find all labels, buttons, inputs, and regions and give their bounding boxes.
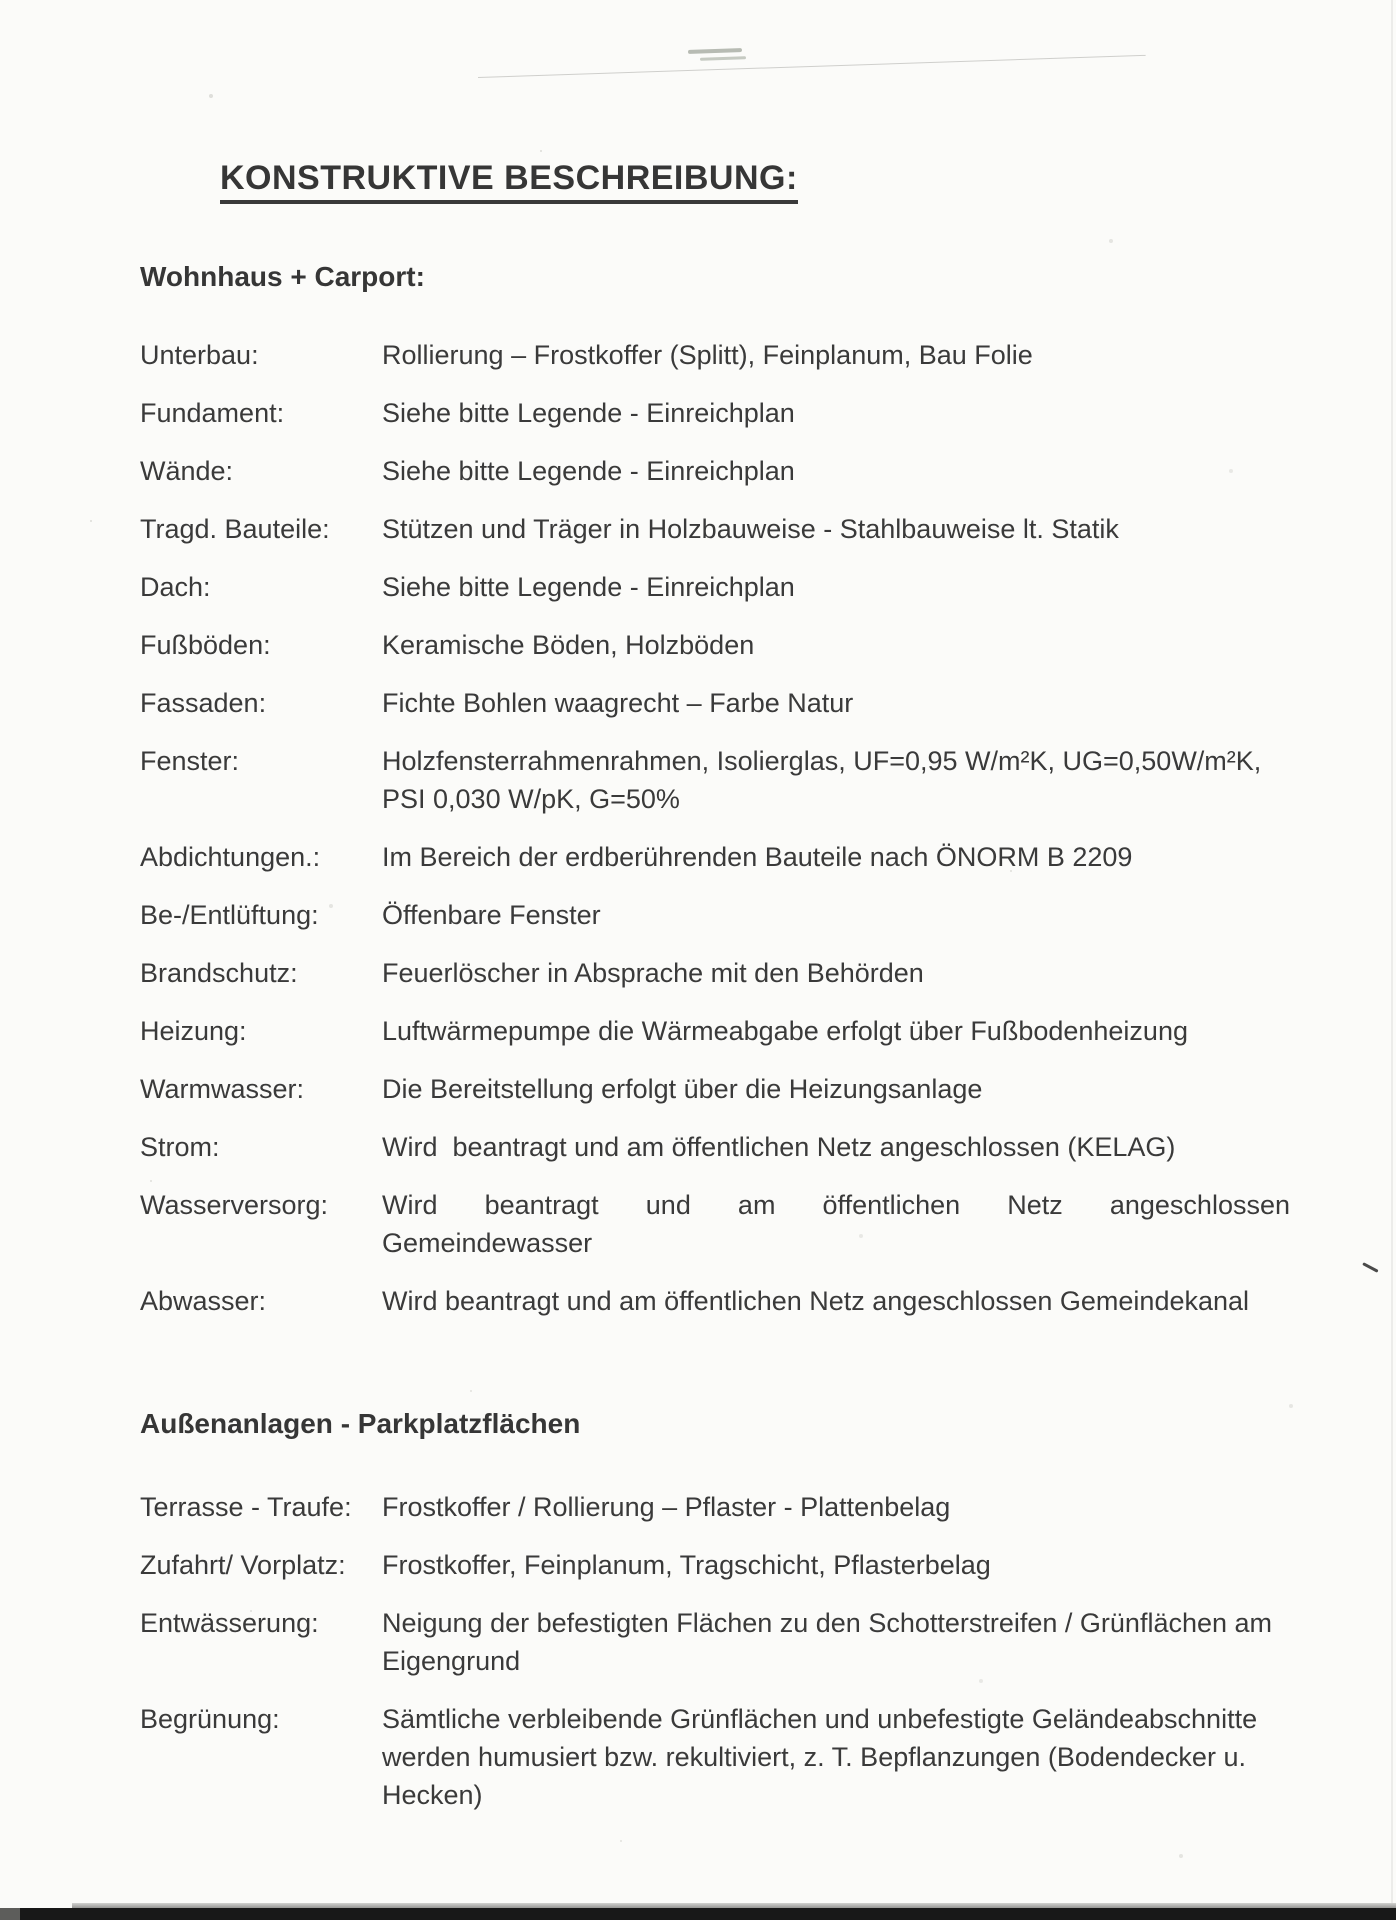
spec-value: [382, 1488, 1290, 1526]
rows: [140, 1488, 1290, 1814]
spec-label: Strom:: [140, 1132, 220, 1162]
spec-label: Entwässerung:: [140, 1608, 319, 1638]
spec-label: Wände:: [140, 456, 234, 486]
spec-row: [140, 954, 1290, 992]
paper-noise-speckles: [0, 0, 2, 2]
spec-value: [382, 684, 1290, 722]
spec-row: [140, 626, 1290, 664]
spec-row: [140, 336, 1290, 374]
spec-value-line: Gemeindewasser: [382, 1228, 593, 1258]
spec-value-line: Eigengrund: [382, 1646, 521, 1676]
spec-value-line: Fichte Bohlen waagrecht – Farbe Natur: [382, 688, 854, 718]
spec-value-line: Die Bereitstellung erfolgt über die Heizungsanlage: [382, 1074, 983, 1104]
spec-row: [140, 1070, 1290, 1108]
spec-row: [140, 568, 1290, 606]
spec-row: [140, 684, 1290, 722]
spec-value: [382, 336, 1290, 374]
spec-value-line: Keramische Böden, Holzböden: [382, 630, 755, 660]
spec-value-line: Öffenbare Fenster: [382, 900, 601, 930]
spec-label: Be-/Entlüftung:: [140, 900, 319, 930]
spec-value: [382, 838, 1290, 876]
scan-bottom-bar: [0, 1908, 1396, 1920]
spec-value: [382, 1282, 1290, 1320]
spec-row: [140, 1700, 1290, 1814]
spec-value-line: Wird beantragt und am öffentlichen Netz angeschlossen Gemeindekanal: [382, 1286, 1250, 1316]
spec-row: [140, 452, 1290, 490]
spec-label: Brandschutz:: [140, 958, 298, 988]
spec-label: Warmwasser:: [140, 1074, 305, 1104]
spec-label: Terrasse - Traufe:: [140, 1492, 352, 1522]
spec-label: Begrünung:: [140, 1704, 280, 1734]
spec-row: [140, 510, 1290, 548]
spec-value-line: Siehe bitte Legende - Einreichplan: [382, 572, 795, 602]
scan-dash-artifact: [700, 56, 746, 61]
document-content: [140, 158, 1290, 1834]
spec-row: [140, 1488, 1290, 1526]
spec-value-line: Neigung der befestigten Flächen zu den Schotterstreifen / Grünflächen am: [382, 1608, 1273, 1638]
spec-label: Fundament:: [140, 398, 285, 428]
spec-label: Fassaden:: [140, 688, 267, 718]
spec-value: [382, 1128, 1290, 1166]
spec-label: Zufahrt/ Vorplatz:: [140, 1550, 346, 1580]
section-heading: Wohnhaus + Carport:: [140, 261, 425, 292]
spec-value-line: Frostkoffer, Feinplanum, Tragschicht, Pflasterbelag: [382, 1550, 991, 1580]
spec-row: [140, 1546, 1290, 1584]
spec-value-line: Sämtliche verbleibende Grünflächen und unbefestigte Geländeabschnitte: [382, 1704, 1258, 1734]
spec-row: [140, 394, 1290, 432]
spec-value-line: Im Bereich der erdberührenden Bauteile nach ÖNORM B 2209: [382, 842, 1133, 872]
spec-label: Fußböden:: [140, 630, 271, 660]
spec-value: [382, 1546, 1290, 1584]
paper-edge-shadow: [1391, 0, 1393, 1920]
spec-label: Abwasser:: [140, 1286, 267, 1316]
spec-value: [382, 626, 1290, 664]
scan-stray-mark: [1362, 1262, 1378, 1272]
spec-label: Abdichtungen.:: [140, 842, 321, 872]
spec-row: [140, 838, 1290, 876]
section-aussenanlagen-parkplatz: [140, 1405, 1290, 1814]
section-wohnhaus-carport: [140, 258, 1290, 1320]
spec-value-line: werden humusiert bzw. rekultiviert, z. T. Bepflanzungen (Bodendecker u.: [382, 1742, 1246, 1772]
spec-label: Fenster:: [140, 746, 240, 776]
rows: [140, 336, 1290, 1320]
spec-label: Dach:: [140, 572, 211, 602]
spec-value-line: Frostkoffer / Rollierung – Pflaster - Plattenbelag: [382, 1492, 951, 1522]
spec-row: [140, 1186, 1290, 1262]
spec-label: Wasserversorg:: [140, 1190, 329, 1220]
spec-value: [382, 1604, 1290, 1680]
spec-value-line: Wird beantragt und am öffentlichen Netz angeschlossen: [382, 1190, 1290, 1220]
spec-value-line: PSI 0,030 W/pK, G=50%: [382, 784, 680, 814]
spec-label: Unterbau:: [140, 340, 259, 370]
spec-label: Heizung:: [140, 1016, 247, 1046]
spec-value: [382, 896, 1290, 934]
spec-value-line: Siehe bitte Legende - Einreichplan: [382, 456, 795, 486]
spec-value: [382, 1070, 1290, 1108]
spec-value: [382, 954, 1290, 992]
spec-value: [382, 1700, 1290, 1814]
spec-row: [140, 896, 1290, 934]
spec-value: [382, 568, 1290, 606]
spec-value-line: Siehe bitte Legende - Einreichplan: [382, 398, 795, 428]
spec-row: [140, 742, 1290, 818]
spec-value-line: Holzfensterrahmenrahmen, Isolierglas, UF=0,95 W/m²K, UG=0,50W/m²K,: [382, 746, 1262, 776]
spec-value: [382, 394, 1290, 432]
document-title: KONSTRUKTIVE BESCHREIBUNG:: [220, 158, 798, 204]
spec-value-line: Stützen und Träger in Holzbauweise - Stahlbauweise lt. Statik: [382, 514, 1119, 544]
spec-value-line: Rollierung – Frostkoffer (Splitt), Feinplanum, Bau Folie: [382, 340, 1033, 370]
scan-whiteout-edge-line: [478, 55, 1146, 78]
spec-value-line: Hecken): [382, 1780, 483, 1810]
spec-row: [140, 1282, 1290, 1320]
spec-value-line: Wird beantragt und am öffentlichen Netz angeschlossen (KELAG): [382, 1132, 1176, 1162]
spec-row: [140, 1128, 1290, 1166]
spec-value: [382, 742, 1290, 818]
spec-label: Tragd. Bauteile:: [140, 514, 330, 544]
spec-row: [140, 1604, 1290, 1680]
spec-row: [140, 1012, 1290, 1050]
spec-value: [382, 1012, 1290, 1050]
spec-value: [382, 452, 1290, 490]
spec-value: [382, 510, 1290, 548]
section-heading: Außenanlagen - Parkplatzflächen: [140, 1408, 581, 1439]
spec-value-line: Feuerlöscher in Absprache mit den Behörden: [382, 958, 924, 988]
spec-value-line: Luftwärmepumpe die Wärmeabgabe erfolgt über Fußbodenheizung: [382, 1016, 1188, 1046]
scan-dash-artifact: [688, 48, 742, 54]
spec-value: [382, 1186, 1290, 1262]
